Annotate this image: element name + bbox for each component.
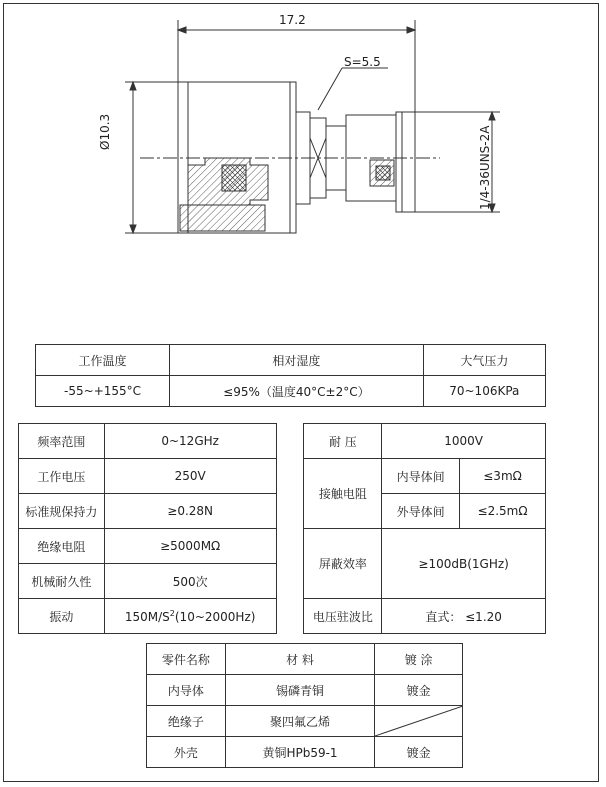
spec-label: 屏蔽效率 xyxy=(304,529,382,599)
vibration-prefix: 150M/S xyxy=(124,609,170,624)
spec-value: ≤2.5mΩ xyxy=(460,494,546,529)
spec-value: ≥5000MΩ xyxy=(104,529,276,564)
env-value: 70~106KPa xyxy=(423,376,545,407)
mat-part: 内导体 xyxy=(147,675,226,706)
vibration-suffix: (10~2000Hz) xyxy=(174,609,256,624)
spec-value: ≥100dB(1GHz) xyxy=(382,529,546,599)
spec-value: 500次 xyxy=(104,564,276,599)
spec-table xyxy=(18,423,546,634)
env-value: -55~+155°C xyxy=(36,376,170,407)
env-value: ≤95%（温度40°C±2°C） xyxy=(170,376,424,407)
material-table xyxy=(146,643,463,768)
mat-material: 聚四氟乙烯 xyxy=(225,706,375,737)
mat-plating-empty xyxy=(375,706,463,737)
spec-value: ≤3mΩ xyxy=(460,459,546,494)
spec-gap xyxy=(276,424,304,634)
spec-sublabel: 内导体间 xyxy=(382,459,460,494)
mat-plating: 镀金 xyxy=(375,675,463,706)
spec-value xyxy=(104,599,276,634)
mat-header: 材 料 xyxy=(225,644,375,675)
dim-thread-label: 1/4-36UNS-2A xyxy=(478,125,492,210)
mat-header: 镀 涂 xyxy=(375,644,463,675)
spec-label: 标准规保持力 xyxy=(19,494,105,529)
spec-sublabel: 外导体间 xyxy=(382,494,460,529)
env-header: 大气压力 xyxy=(423,345,545,376)
mat-material: 黄铜HPb59-1 xyxy=(225,737,375,768)
dim-length-label: 17.2 xyxy=(279,13,306,27)
spec-label: 绝缘电阻 xyxy=(19,529,105,564)
vibration-sup: 2 xyxy=(169,608,175,618)
spec-label: 振动 xyxy=(19,599,105,634)
spec-label: 耐 压 xyxy=(304,424,382,459)
env-header: 工作温度 xyxy=(36,345,170,376)
spec-value: 1000V xyxy=(382,424,546,459)
diagonal-slash xyxy=(375,706,463,736)
spec-value: 0~12GHz xyxy=(104,424,276,459)
spec-label: 频率范围 xyxy=(19,424,105,459)
mat-material: 锡磷青铜 xyxy=(225,675,375,706)
mat-plating: 镀金 xyxy=(375,737,463,768)
spec-value: 250V xyxy=(104,459,276,494)
spec-label: 工作电压 xyxy=(19,459,105,494)
spec-value: 直式： ≤1.20 xyxy=(382,599,546,634)
connector-drawing xyxy=(0,0,606,330)
spec-value: ≥0.28N xyxy=(104,494,276,529)
env-header: 相对湿度 xyxy=(170,345,424,376)
spec-label: 电压驻波比 xyxy=(304,599,382,634)
spec-label: 机械耐久性 xyxy=(19,564,105,599)
dim-hex-label: S=5.5 xyxy=(344,55,381,69)
mat-part: 绝缘子 xyxy=(147,706,226,737)
mat-header: 零件名称 xyxy=(147,644,226,675)
spec-label: 接触电阻 xyxy=(304,459,382,529)
mat-part: 外壳 xyxy=(147,737,226,768)
dim-diameter-label: Ø10.3 xyxy=(98,113,112,150)
environment-table xyxy=(35,344,546,407)
